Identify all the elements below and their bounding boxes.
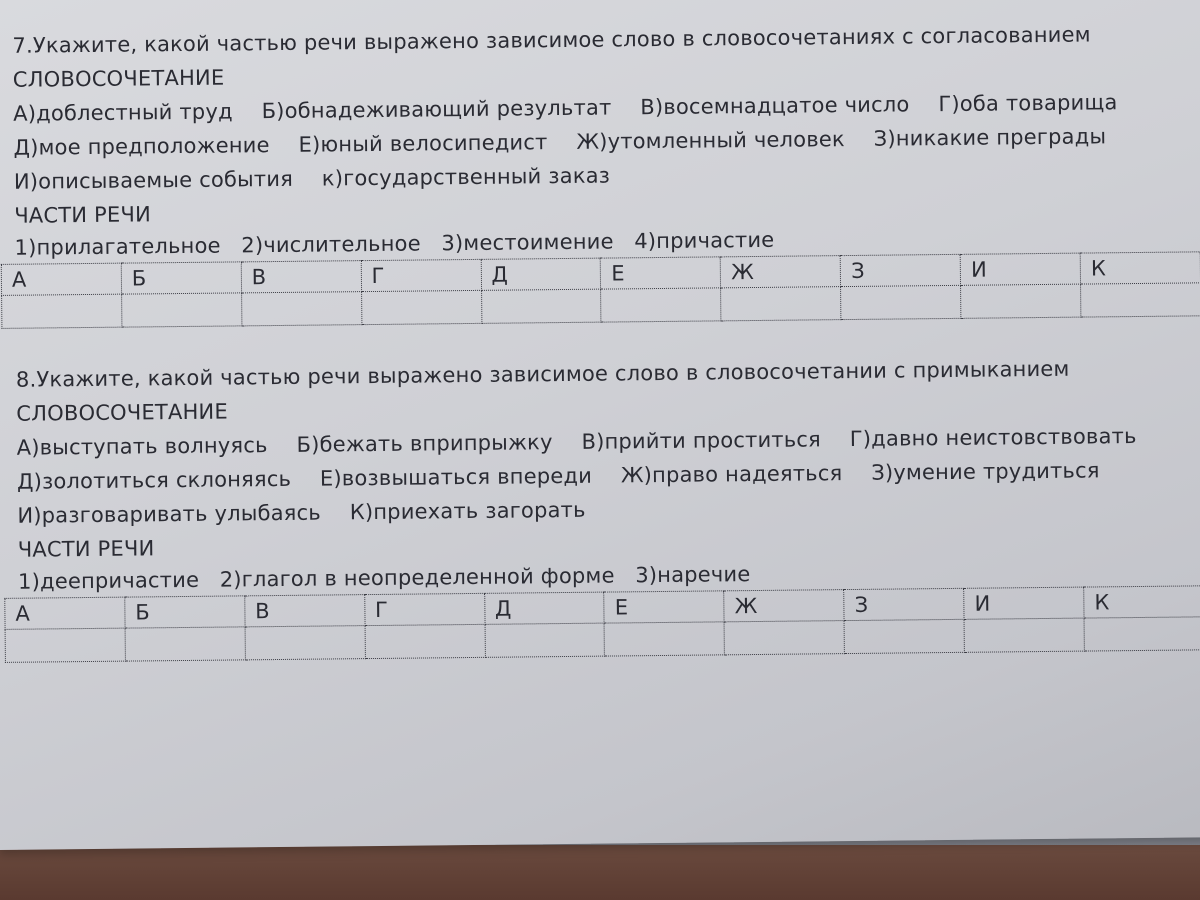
task8-answer-cell[interactable] xyxy=(724,621,844,655)
task8-answer-cell[interactable] xyxy=(125,627,245,661)
task7-answer-cell[interactable] xyxy=(361,290,481,324)
task7-phrases-row2 xyxy=(13,122,1128,162)
task7-answer-cell[interactable] xyxy=(601,288,721,322)
task7-answer-table xyxy=(1,251,1200,329)
task8-phrase-i: И)разговаривать улыбаясь xyxy=(17,500,322,528)
task8-answer-cell[interactable] xyxy=(365,624,485,658)
task7-phrase-v: В)восемнадцатое число xyxy=(640,92,910,120)
task7-parts-header: ЧАСТИ РЕЧИ xyxy=(14,202,152,228)
task7-phrases-row1 xyxy=(13,88,1140,128)
task8-phrase-a: А)выступать волнуясь xyxy=(16,433,268,460)
task7-answer-cell[interactable] xyxy=(1081,283,1200,317)
task8-phrases-row3 xyxy=(17,496,608,530)
task7-phrases-row3 xyxy=(14,161,632,195)
task7-col-a: А xyxy=(1,263,121,295)
task7-answer-cell[interactable] xyxy=(721,287,841,321)
task7-phrases-header: СЛОВОСОЧЕТАНИЕ xyxy=(12,65,225,92)
task7-col-i: И xyxy=(960,253,1080,285)
task7-parts-list: 1)прилагательное 2)числительное 3)местоимение 4)причастие xyxy=(14,227,775,260)
task7-phrase-i: И)описываемые события xyxy=(13,166,294,194)
worksheet-content xyxy=(11,20,1182,626)
task8-answer-cell[interactable] xyxy=(605,622,725,656)
task7-col-g: Г xyxy=(361,259,481,291)
task8-col-a: А xyxy=(5,597,125,629)
task7-phrase-k: к)государственный заказ xyxy=(321,163,611,191)
task8-answer-cell[interactable] xyxy=(485,623,605,657)
task8-phrases-row1 xyxy=(17,422,1159,462)
task7-answer-cell[interactable] xyxy=(841,285,961,319)
task8-answer-cell[interactable] xyxy=(5,628,125,662)
task7-col-b: Б xyxy=(121,262,241,294)
task8-answer-cell[interactable] xyxy=(964,618,1084,652)
task8-phrases-header: СЛОВОСОЧЕТАНИЕ xyxy=(16,399,228,426)
task7-answer-cell[interactable] xyxy=(481,289,601,323)
task8-answer-cell[interactable] xyxy=(1084,617,1200,651)
task8-col-g: Г xyxy=(364,593,484,625)
task8-title: 8.Укажите, какой частью речи выражено зависимое слово в словосочетании с примыканием xyxy=(15,356,1070,392)
task7-answer-cell[interactable] xyxy=(961,284,1081,318)
task8-col-k: К xyxy=(1084,586,1200,618)
task8-phrase-zh: Ж)право надеяться xyxy=(620,461,843,488)
task8-answer-cell[interactable] xyxy=(844,619,964,653)
task7-col-v: В xyxy=(241,261,361,293)
task8-col-d: Д xyxy=(484,592,604,624)
task7-col-z: З xyxy=(840,254,960,286)
task8-phrase-g: Г)давно неистовствовать xyxy=(849,424,1137,452)
task8-col-z: З xyxy=(844,588,964,620)
task7-phrase-zh: Ж)утомленный человек xyxy=(576,127,845,154)
task7-phrase-e: Е)юный велосипедист xyxy=(298,130,548,157)
task7-phrase-d: Д)мое предположение xyxy=(13,133,270,160)
task8-phrase-d: Д)золотиться склоняясь xyxy=(16,466,292,494)
task8-col-zh: Ж xyxy=(724,590,844,622)
task7-col-e: Е xyxy=(601,257,721,289)
task8-phrases-row2 xyxy=(17,456,1122,496)
task7-phrase-a: А)доблестный труд xyxy=(13,99,233,126)
task8-parts-header: ЧАСТИ РЕЧИ xyxy=(17,536,155,562)
task7-answer-cell[interactable] xyxy=(2,294,122,328)
task8-answer-table xyxy=(4,585,1200,663)
desk-edge xyxy=(0,845,1200,900)
task8-col-i: И xyxy=(964,587,1084,619)
task7-col-zh: Ж xyxy=(721,256,841,288)
task8-phrase-k: К)приехать загорать xyxy=(349,497,586,525)
task8-answer-cell[interactable] xyxy=(245,626,365,660)
task7-col-d: Д xyxy=(481,258,601,290)
task7-answer-cell[interactable] xyxy=(121,293,241,327)
task8-parts-list: 1)деепричастие 2)глагол в неопределенной форме 3)наречие xyxy=(17,562,751,594)
task7-phrase-b: Б)обнадеживающий результат xyxy=(261,95,612,124)
task7-title: 7.Укажите, какой частью речи выражено зависимое слово в словосочетаниях с согласованием xyxy=(12,22,1091,58)
task8-col-e: Е xyxy=(604,591,724,623)
task7-col-k: К xyxy=(1080,252,1200,284)
task7-answer-cell[interactable] xyxy=(241,292,361,326)
task8-phrase-e: Е)возвышаться впереди xyxy=(319,463,593,491)
task8-phrase-b: Б)бежать вприпрыжку xyxy=(296,430,553,457)
task8-col-b: Б xyxy=(125,596,245,628)
task8-col-v: В xyxy=(245,595,365,627)
task7-phrase-g: Г)оба товарища xyxy=(938,90,1118,117)
task7-phrase-z: З)никакие преграды xyxy=(873,124,1107,151)
task8-phrase-v: В)прийти проститься xyxy=(581,427,822,454)
task8-phrase-z: З)умение трудиться xyxy=(871,458,1100,485)
